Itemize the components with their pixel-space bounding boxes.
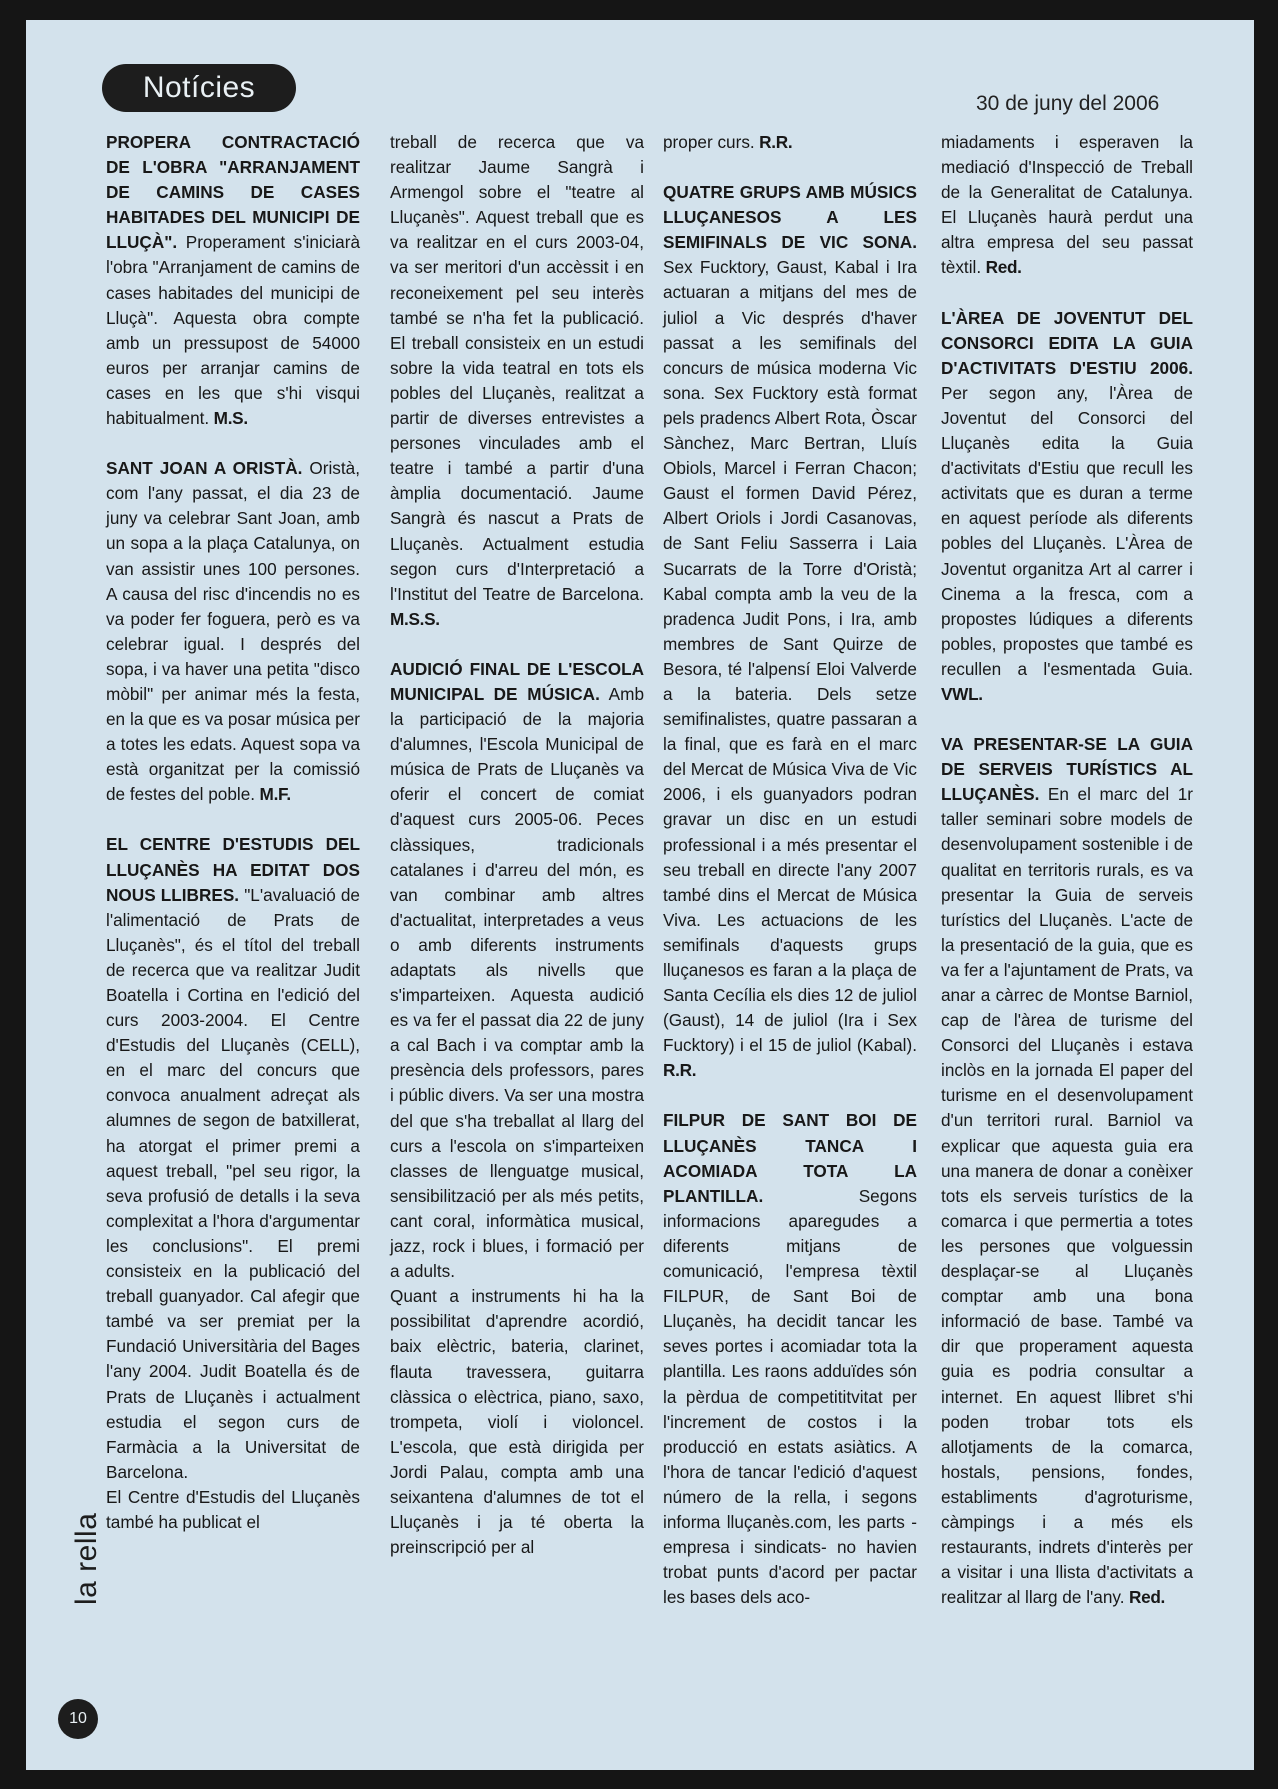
article-signature: VWL. (941, 683, 983, 704)
article-body: treball de recerca que va realitzar Jaume Sangrà i Armengol sobre el "teatre al Lluçanès". Aquest treball que es va realitzar en el curs 2003-04, va ser meritori d'un accèssit i en reconeixement pel seu interès també se n'ha fet la publicació. El treball consisteix en un estudi sobre la vida teatral en tots els pobles del Lluçanès, realitzat a partir de diverses entrevistes a persones vinculades amb el teatre i també a partir d'una àmplia documentació. Jaume Sangrà és nascut a Prats de Lluçanès. Actualment estudia segon curs d'Interpretació a l'Institut del Teatre de Barcelona. (390, 132, 644, 604)
column-4 (941, 130, 1193, 1635)
article-body: miadaments i esperaven la mediació d'Inspecció de Treball de la Generalitat de Catalunya. El Lluçanès haurà perdut una altra empresa del seu passat tèxtil. (941, 132, 1193, 278)
article-body: Per segon any, l'Àrea de Joventut del Consorci del Lluçanès edita la Guia d'activitats d'Estiu que recull les activitats que es duran a terme en aquest període als diferents pobles del Lluçanès. L'Àrea de Joventut organitza Art al carrer i Cinema a la fresca, com a propostes lúdiques a diferents pobles, propostes que també es recullen a l'esmentada Guia. (941, 382, 1193, 679)
column-3 (663, 130, 917, 1610)
article-headline: EL CENTRE D'ESTUDIS DEL LLUÇANÈS HA EDITAT DOS NOUS LLIBRES. (106, 834, 360, 905)
article-body: proper curs. (663, 132, 755, 152)
article-body: Properament s'iniciarà l'obra "Arranjament de camins de cases habitades del municipi de Lluçà". Aquesta obra compte amb un pressupost de 54000 euros per arranjar camins de cases en les que s'hi visqui habitualment. (106, 232, 360, 429)
article-sant-joan (106, 456, 360, 807)
article-body: "L'avaluació de l'alimentació de Prats de Lluçanès", és el títol del treball de recerca que va realitzar Judit Boatella i Cortina en l'edició del curs 2003-2004. El Centre d'Estudis del Lluçanès (CELL), en el marc del concurs que convoca anualment adreçat als alumnes de segon de batxillerat, ha atorgat el primer premi a aquest treball, "pel seu rigor, la seva profusió de detalls i la seva complexitat a l'hora d'argumentar les conclusions". El premi consisteix en la publicació del treball guanyador. Cal afegir que també va ser premiat per la Fundació Universitària del Bages l'any 2004. Judit Boatella és de Prats de Lluçanès i actualment estudia el segon curs de Farmàcia a la Universitat de Barcelona. (106, 884, 360, 1482)
article-body: Oristà, com l'any passat, el dia 23 de juny va celebrar Sant Joan, amb un sopa a la plaça Catalunya, on van assistir unes 100 persones. A causa del risc d'incendis no es va poder fer foguera, però es va celebrar igual. I després del sopa, i va haver una petita "disco mòbil" per animar més la festa, en la que es va posar música per a totes les edats. Aquest sopa va està organitzat per la comissió de festes del poble. (106, 458, 361, 805)
article-signature: Red. (981, 257, 1022, 278)
article-continuation (941, 130, 1193, 281)
page-number: 10 (58, 1699, 98, 1739)
article-continuation (390, 1284, 644, 1560)
article-body: Amb la participació de la majoria d'alumnes, l'Escola Municipal de música de Prats de Lluçanès va oferir el concert de comiat d'aquest curs 2005-06. Peces clàssiques, tradicionals catalanes i d'arreu del món, es van combinar amb altres d'actualitat, interpretades a veus o amb diferents instruments adaptats als nivells que s'imparteixen. Aquesta audició es va fer el passat dia 22 de juny a cal Bach i va comptar amb la presència dels professors, pares i públic divers. Va ser una mostra del que s'ha treballat al llarg del curs a l'escola on s'imparteixen classes de llenguatge musical, sensibilització per als més petits, cant coral, informàtica musical, jazz, rock i blues, i formació per a adults. (390, 683, 645, 1282)
article-body: El Centre d'Estudis del Lluçanès també ha publicat el (106, 1486, 360, 1532)
issue-date: 30 de juny del 2006 (976, 92, 1160, 115)
article-headline: PROPERA CONTRACTACIÓ DE L'OBRA "ARRANJAMENT DE CAMINS DE CASES HABITADES DEL MUNICIPI DE LLUÇÀ". (106, 132, 360, 253)
article-signature: Red. (1124, 1587, 1166, 1608)
column-2 (390, 130, 644, 1560)
article-signature: M.S.S. (390, 608, 440, 629)
newspaper-page (26, 20, 1254, 1770)
article-headline: AUDICIÓ FINAL DE L'ESCOLA MUNICIPAL DE MÚSICA. (390, 658, 644, 704)
publication-name: la rella (70, 1512, 103, 1605)
article-continuation (106, 1485, 360, 1535)
article-continuation (663, 130, 917, 155)
article-continuation (390, 130, 644, 632)
article-headline: L'ÀREA DE JOVENTUT DEL CONSORCI EDITA LA GUIA D'ACTIVITATS D'ESTIU 2006. (941, 307, 1193, 378)
article-joventut-guia (941, 306, 1193, 708)
section-label: Notícies (102, 64, 296, 112)
article-signature: R.R. (663, 1060, 697, 1081)
article-headline: VA PRESENTAR-SE LA GUIA DE SERVEIS TURÍSTICS AL LLUÇANÈS. (941, 734, 1193, 805)
article-audicio-musica (390, 657, 644, 1284)
article-vic-sona (663, 180, 917, 1083)
column-1 (106, 130, 360, 1535)
article-signature: R.R. (754, 132, 793, 152)
article-body: En el marc del 1r taller seminari sobre models de desenvolupament sostenible i de qualitat en territoris rurals, es va presentar la Guia de serveis turístics del Lluçanès. L'acte de la presentació de la guia, que es va fer a l'ajuntament de Prats, va anar a càrrec de Montse Barniol, cap de l'àrea de turisme del Consorci del Lluçanès i estava inclòs en la jornada El paper del turisme en el desenvolupament d'un territori rural. Barniol va explicar que aquesta guia era una manera de donar a conèixer tots els serveis turístics de la comarca i que permertia a totes les persones que volguessin desplaçar-se al Lluçanès comptar amb una bona informació de base. També va dir que properament aquesta guia es podria consultar a internet. En aquest llibret s'hi poden trobar tots els allotjaments de la comarca, hostals, pensions, fondes, establiments d'agroturisme, càmpings i a més els restaurants, indrets d'interès per a visitar i una llista d'activitats a realitzar al llarg de l'any. (941, 784, 1193, 1608)
article-body: Quant a instruments hi ha la possibilitat d'aprendre acordió, baix elèctric, bateria, clarinet, flauta travessera, guitarra clàssica o elèctrica, piano, saxo, trompeta, violí i violoncel. L'escola, que està dirigida per Jordi Palau, compta amb una seixantena d'alumnes de tot el Lluçanès i ja té oberta la preinscripció per al (390, 1286, 644, 1558)
article-obra-lluca (106, 130, 360, 431)
article-centre-estudis (106, 832, 360, 1484)
article-headline: SANT JOAN A ORISTÀ. (106, 458, 303, 479)
article-body: Sex Fucktory, Gaust, Kabal i Ira actuaran a mitjans del mes de juliol a Vic després d'haver passat a les semifinals del concurs de música moderna Vic sona. Sex Fucktory està format pels pradencs Albert Rota, Òscar Sànchez, Marc Bertran, Lluís Obiols, Marcel i Ferran Chacon; Gaust el formen David Pérez, Albert Oriols i Jordi Casanovas, de Sant Feliu Sasserra i Laia Sucarrats de la Torre d'Oristà; Kabal compta amb la veu de la pradenca Judit Pons, i Ira, amb membres de Sant Quirze de Besora, té l'alpensí Eloi Valverde a la bateria. Dels setze semifinalistes, quatre passaran a la final, que es farà en el marc del Mercat de Música Viva de Vic 2006, i els guanyadors podran gravar un disc en un estudi professional i a més presentar el seu treball en directe l'any 2007 també dins el Mercat de Música Viva. Les actuacions de les semifinals d'aquests grups lluçanesos es faran a la plaça de Santa Cecília els dies 12 de juliol (Gaust), 14 de juliol (Ira i Sex Fucktory) i el 15 de juliol (Kabal). (663, 257, 917, 1056)
article-guia-turistica (941, 732, 1193, 1610)
article-headline: FILPUR DE SANT BOI DE LLUÇANÈS TANCA I ACOMIADA TOTA LA PLANTILLA. (663, 1110, 917, 1206)
article-signature: M.S. (209, 408, 248, 429)
article-filpur (663, 1108, 917, 1610)
article-body: Segons informacions aparegudes a diferents mitjans de comunicació, l'empresa tèxtil FILPUR, de Sant Boi de Lluçanès, ha decidit tancar les seves portes i acomiadar tota la plantilla. Les raons adduïdes són la pèrdua de competititvitat per l'increment de costos i la producció en estats asiàtics. A l'hora de tancar l'edició d'aquest número de la rella, i segons informa lluçanès.com, les parts -empresa i sindicats- no havien trobat punts d'acord per pactar les bases dels aco- (663, 1185, 917, 1608)
article-headline: QUATRE GRUPS AMB MÚSICS LLUÇANESOS A LES SEMIFINALS DE VIC SONA. (663, 182, 917, 253)
article-signature: M.F. (255, 784, 291, 805)
